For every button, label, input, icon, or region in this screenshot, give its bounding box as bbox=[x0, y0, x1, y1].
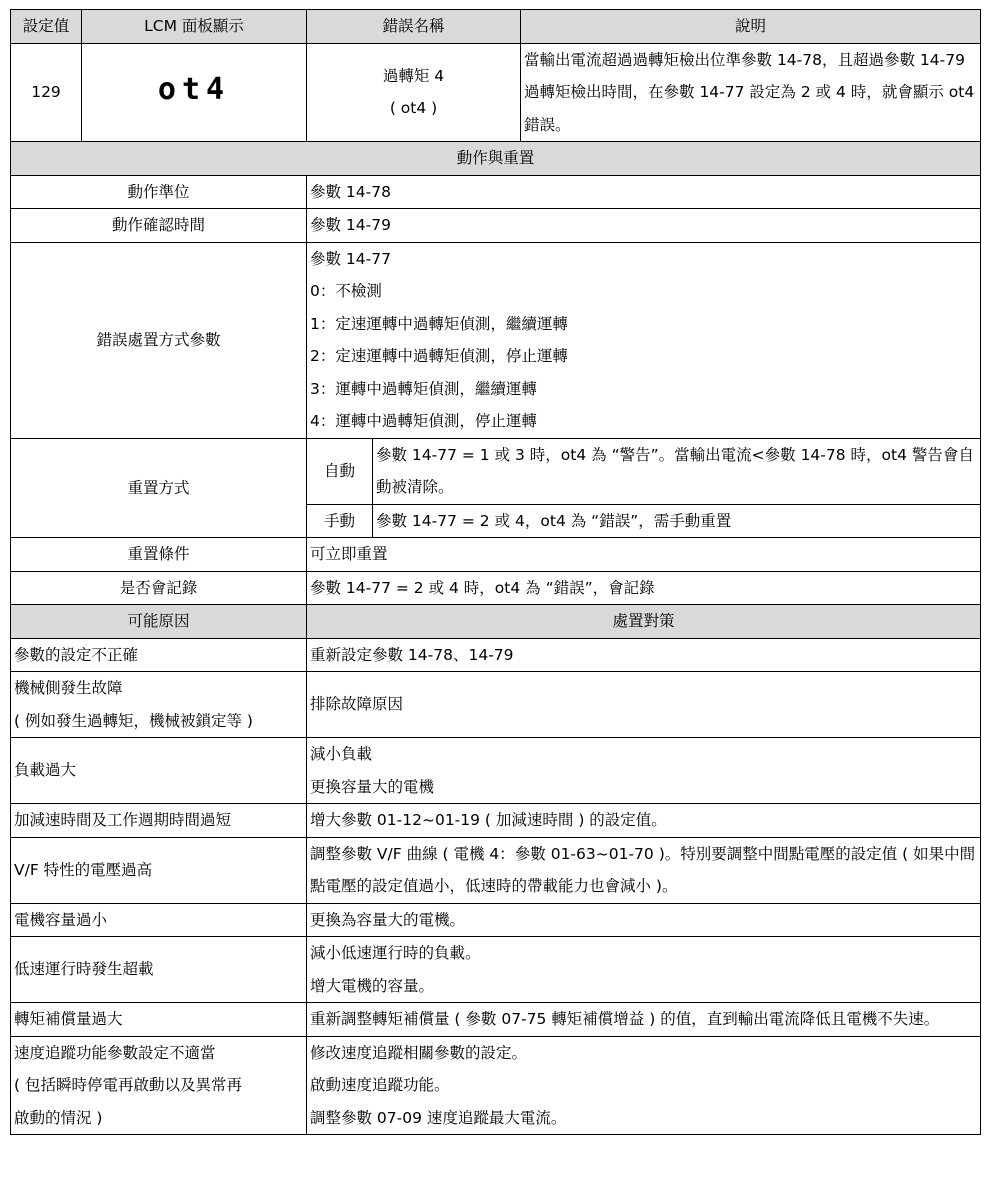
handling-line: 0：不檢測 bbox=[310, 282, 382, 300]
handling-line: 2：定速運轉中過轉矩偵測，停止運轉 bbox=[310, 347, 568, 365]
table-row bbox=[11, 1003, 981, 1037]
causes-section-header bbox=[11, 605, 981, 639]
remedy-line: 更換為容量大的電機。 bbox=[310, 910, 466, 929]
action-section-title: 動作與重置 bbox=[11, 142, 981, 176]
lcm-display-text: ot4 bbox=[157, 72, 231, 107]
header-lcm-display: LCM 面板顯示 bbox=[82, 10, 307, 44]
cause-cell bbox=[11, 837, 307, 903]
remedy-header: 處置對策 bbox=[307, 605, 981, 639]
reset-manual-text: 參數 14-77 = 2 或 4，ot4 為 “錯誤”，需手動重置 bbox=[373, 504, 981, 538]
cause-line: 加減速時間及工作週期時間過短 bbox=[14, 811, 232, 829]
remedy-line: 減小負載 bbox=[310, 745, 373, 763]
remedy-line: 更換容量大的電機 bbox=[310, 777, 435, 796]
handling-line: 參數 14-77 bbox=[310, 249, 391, 268]
record-row bbox=[11, 571, 981, 605]
remedy-cell: 重新調整轉矩補償量 ( 參數 07-75 轉矩補償增益 ) 的值，直到輸出電流降低且電機不失速。 bbox=[307, 1003, 981, 1037]
remedy-line: 增大參數 01-12~01-19 ( 加減速時間 ) 的設定值。 bbox=[310, 811, 667, 829]
cause-cell bbox=[11, 804, 307, 838]
table-row bbox=[11, 672, 981, 738]
fault-row bbox=[11, 43, 981, 142]
remedy-line: 增大電機的容量。 bbox=[310, 976, 435, 995]
reset-auto-row bbox=[11, 438, 981, 504]
remedy-line: 調整參數 07-09 速度追蹤最大電流。 bbox=[310, 1108, 567, 1127]
table-row bbox=[11, 903, 981, 937]
header-setting-value: 設定值 bbox=[11, 10, 82, 44]
reset-condition-row bbox=[11, 538, 981, 572]
action-level-row bbox=[11, 175, 981, 209]
remedy-line: 啟動速度追蹤功能。 bbox=[310, 1076, 450, 1094]
fault-table bbox=[10, 9, 981, 1135]
remedy-line: 修改速度追蹤相關參數的設定。 bbox=[310, 1043, 528, 1062]
cause-cell bbox=[11, 1003, 307, 1037]
record-label: 是否會記錄 bbox=[11, 571, 307, 605]
table-row bbox=[11, 937, 981, 1003]
fault-code: 129 bbox=[11, 43, 82, 142]
fault-name-line1: 過轉矩 4 bbox=[382, 66, 445, 85]
remedy-cell bbox=[307, 804, 981, 838]
fault-name-line2: ( ot4 ) bbox=[389, 99, 438, 118]
handling-line: 3：運轉中過轉矩偵測，繼續運轉 bbox=[310, 379, 537, 398]
cause-cell bbox=[11, 672, 307, 738]
reset-condition-label: 重置條件 bbox=[11, 538, 307, 572]
cause-cell bbox=[11, 1036, 307, 1135]
reset-manual-label: 手動 bbox=[307, 504, 373, 538]
reset-condition-value: 可立即重置 bbox=[307, 538, 981, 572]
remedy-cell bbox=[307, 937, 981, 1003]
handling-line: 1：定速運轉中過轉矩偵測，繼續運轉 bbox=[310, 314, 568, 333]
record-value: 參數 14-77 = 2 或 4 時，ot4 為 “錯誤”，會記錄 bbox=[307, 571, 981, 605]
reset-auto-text: 參數 14-77 = 1 或 3 時，ot4 為 “警告”。當輸出電流<參數 14-78 時，ot4 警告會自動被清除。 bbox=[373, 438, 981, 504]
table-row bbox=[11, 638, 981, 672]
fault-name bbox=[307, 43, 521, 142]
cause-line: 轉矩補償量過大 bbox=[14, 1010, 123, 1028]
remedy-line: 減小低速運行時的負載。 bbox=[310, 944, 481, 962]
action-level-label: 動作準位 bbox=[11, 175, 307, 209]
reset-auto-label: 自動 bbox=[307, 438, 373, 504]
action-section-header bbox=[11, 142, 981, 176]
action-level-value: 參數 14-78 bbox=[307, 175, 981, 209]
action-time-row bbox=[11, 209, 981, 243]
remedy-cell bbox=[307, 638, 981, 672]
lcm-display bbox=[82, 43, 307, 142]
table-row bbox=[11, 1036, 981, 1135]
handling-line: 4：運轉中過轉矩偵測，停止運轉 bbox=[310, 412, 537, 430]
fault-description: 當輸出電流超過過轉矩檢出位準參數 14-78，且超過參數 14-79 過轉矩檢出時間，在參數 14-77 設定為 2 或 4 時，就會顯示 ot4 錯誤。 bbox=[521, 43, 981, 142]
remedy-cell: 調整參數 V/F 曲線 ( 電機 4：參數 01-63~01-70 )。特別要調整中間點電壓的設定值 ( 如果中間點電壓的設定值過小，低速時的帶載能力也會減小 )。 bbox=[307, 837, 981, 903]
remedy-cell bbox=[307, 903, 981, 937]
remedy-cell bbox=[307, 1036, 981, 1135]
cause-line: ( 包括瞬時停電再啟動以及異常再 bbox=[14, 1076, 242, 1094]
cause-line: 速度追蹤功能參數設定不適當 bbox=[14, 1043, 216, 1062]
header-description: 說明 bbox=[521, 10, 981, 44]
remedy-cell bbox=[307, 738, 981, 804]
cause-header: 可能原因 bbox=[11, 605, 307, 639]
cause-line: 參數的設定不正確 bbox=[14, 645, 139, 664]
table-row bbox=[11, 804, 981, 838]
cause-cell bbox=[11, 903, 307, 937]
cause-line: V/F 特性的電壓過高 bbox=[14, 860, 153, 879]
action-time-label: 動作確認時間 bbox=[11, 209, 307, 243]
remedy-line: 重新設定參數 14-78、14-79 bbox=[310, 645, 514, 664]
remedy-line: 排除故障原因 bbox=[310, 695, 404, 714]
cause-line: ( 例如發生過轉矩，機械被鎖定等 ) bbox=[14, 711, 253, 730]
action-time-value: 參數 14-79 bbox=[307, 209, 981, 243]
cause-line: 啟動的情況 ) bbox=[14, 1108, 103, 1127]
table-header-row bbox=[11, 10, 981, 44]
handling-row bbox=[11, 242, 981, 438]
cause-cell bbox=[11, 738, 307, 804]
cause-cell bbox=[11, 638, 307, 672]
table-row bbox=[11, 837, 981, 903]
cause-line: 電機容量過小 bbox=[14, 910, 108, 929]
cause-cell bbox=[11, 937, 307, 1003]
header-fault-name: 錯誤名稱 bbox=[307, 10, 521, 44]
reset-label: 重置方式 bbox=[11, 438, 307, 538]
table-row bbox=[11, 738, 981, 804]
handling-options bbox=[307, 242, 981, 438]
cause-line: 負載過大 bbox=[14, 761, 77, 780]
cause-line: 機械側發生故障 bbox=[14, 679, 123, 697]
remedy-cell bbox=[307, 672, 981, 738]
handling-label: 錯誤處置方式參數 bbox=[11, 242, 307, 438]
cause-line: 低速運行時發生超載 bbox=[14, 960, 154, 979]
